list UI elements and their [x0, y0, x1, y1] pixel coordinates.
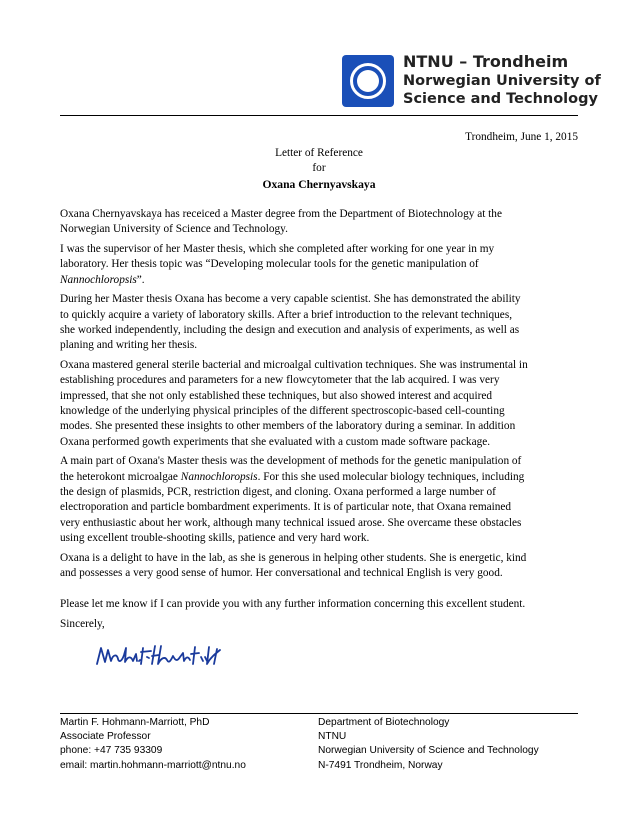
institution-full: Norwegian University of Science and Technology	[318, 745, 539, 757]
p4-line-2: establishing procedures and parameters for a new flowcytometer that the lab acquired. I was very	[60, 374, 500, 387]
wordmark-line-1: NTNU – Trondheim	[403, 52, 569, 71]
department-name: Department of Biotechnology	[318, 717, 450, 728]
letter-body	[60, 207, 580, 637]
logo-dot-shape	[357, 70, 379, 92]
p5-line-2-prefix: the heterokont microalgae	[60, 470, 178, 483]
author-name: Martin F. Hohmann-Marriott, PhD	[60, 717, 210, 728]
p5-line-4: electroporation and particle bombardment experiments. It is of particular note, that Oxana remained	[60, 501, 512, 514]
letter-date: Trondheim, June 1, 2015	[465, 131, 578, 143]
paragraph-2	[60, 242, 580, 288]
p5-line-2-dot: .	[257, 470, 261, 483]
wordmark-line-3: Science and Technology	[403, 91, 598, 107]
salutation: Sincerely,	[60, 618, 105, 631]
p5-line-6: using excellent trouble-shooting skills, patience and very hard work.	[60, 531, 370, 544]
institution-short: NTNU	[318, 731, 347, 743]
ntnu-logo-icon	[342, 55, 394, 107]
heading-recipient: Oxana Chernyavskaya	[262, 177, 376, 191]
author-phone: phone: +47 735 93309	[60, 745, 163, 757]
paragraph-3	[60, 292, 580, 353]
p6-line-2: and possesses a very good sense of humor. Her conversational and technical English is very good.	[60, 567, 503, 580]
p4-line-1: Oxana mastered general sterile bacterial and microalgal cultivation techniques. She was instrumental in	[60, 359, 528, 372]
p4-line-3: impressed, that she not only established these techniques, but also showed interest and acquired	[60, 389, 493, 402]
paragraph-6	[60, 551, 580, 582]
p5-species-name: Nannochloropsis	[180, 470, 258, 483]
footer-divider	[60, 713, 578, 714]
p2-line-3-end: ”.	[136, 273, 145, 286]
p3-line-3: she worked independently, including the design and execution and analysis of experiments, as well as	[60, 324, 520, 337]
p3-line-4: planing and writing her thesis.	[60, 339, 198, 352]
p4-line-5: modes. She presented these insights to other members of the laboratory during a seminar. In addition	[60, 420, 516, 433]
p2-line-1: I was the supervisor of her Master thesis, which she completed after working for one year in my	[60, 243, 495, 256]
p3-line-1: During her Master thesis Oxana has become a very capable scientist. She has demonstrated the ability	[60, 293, 521, 306]
p2-species-name: Nannochloropsis	[60, 273, 137, 286]
author-email: email: martin.hohmann-marriott@ntnu.no	[60, 759, 246, 771]
p4-line-4: knowledge of the underlying physical principles of the different spectroscopic-based cell-counting	[60, 405, 505, 418]
paragraph-5	[60, 454, 580, 546]
p1-line-1: Oxana Chernyavskaya has receiced a Master degree from the Department of Biotechnology at the	[60, 208, 502, 220]
p4-line-6: Oxana performed gowth experiments that she evaluated with a custom made software package.	[60, 435, 491, 448]
postal-address: N-7491 Trondheim, Norway	[318, 759, 443, 771]
paragraph-4	[60, 358, 580, 450]
signature-stroke	[97, 646, 220, 664]
footer-author-block	[60, 716, 246, 773]
wordmark-line-2: Norwegian University of	[403, 73, 601, 89]
p5-line-2-rest: For this she used molecular biology techniques, including	[263, 470, 525, 483]
heading-title: Letter of Reference	[275, 147, 363, 159]
university-wordmark	[403, 52, 601, 108]
p3-line-2: to quickly acquire a variety of laboratory skills. After a brief introduction to the relevant techniques,	[60, 308, 513, 321]
p1-line-2: Norwegian University of Science and Technology.	[60, 223, 288, 236]
p5-line-3: the design of plasmids, PCR, restriction digest, and cloning. Oxana performed a large number of	[60, 486, 496, 499]
letter-heading	[60, 146, 578, 192]
footer-address-block	[318, 716, 539, 773]
heading-for: for	[312, 162, 326, 175]
closing-paragraph: Please let me know if I can provide you with any further information concerning this excellent student.	[60, 598, 526, 611]
p5-line-5: very enthusiastic about her work, although many technical issued arose. She overcame these obstacles	[60, 516, 522, 529]
paragraph-1	[60, 207, 580, 238]
author-title: Associate Professor	[60, 731, 151, 743]
p6-line-1: Oxana is a delight to have in the lab, as she is generous in helping other students. She is energetic, kind	[60, 551, 527, 564]
p2-line-2: laboratory. Her thesis topic was “Developing molecular tools for the genetic manipulation of	[60, 258, 479, 271]
p5-line-1: A main part of Oxana's Master thesis was the development of methods for the genetic manipulation of	[60, 455, 522, 468]
header-divider	[60, 115, 578, 116]
handwritten-signature	[95, 640, 235, 670]
